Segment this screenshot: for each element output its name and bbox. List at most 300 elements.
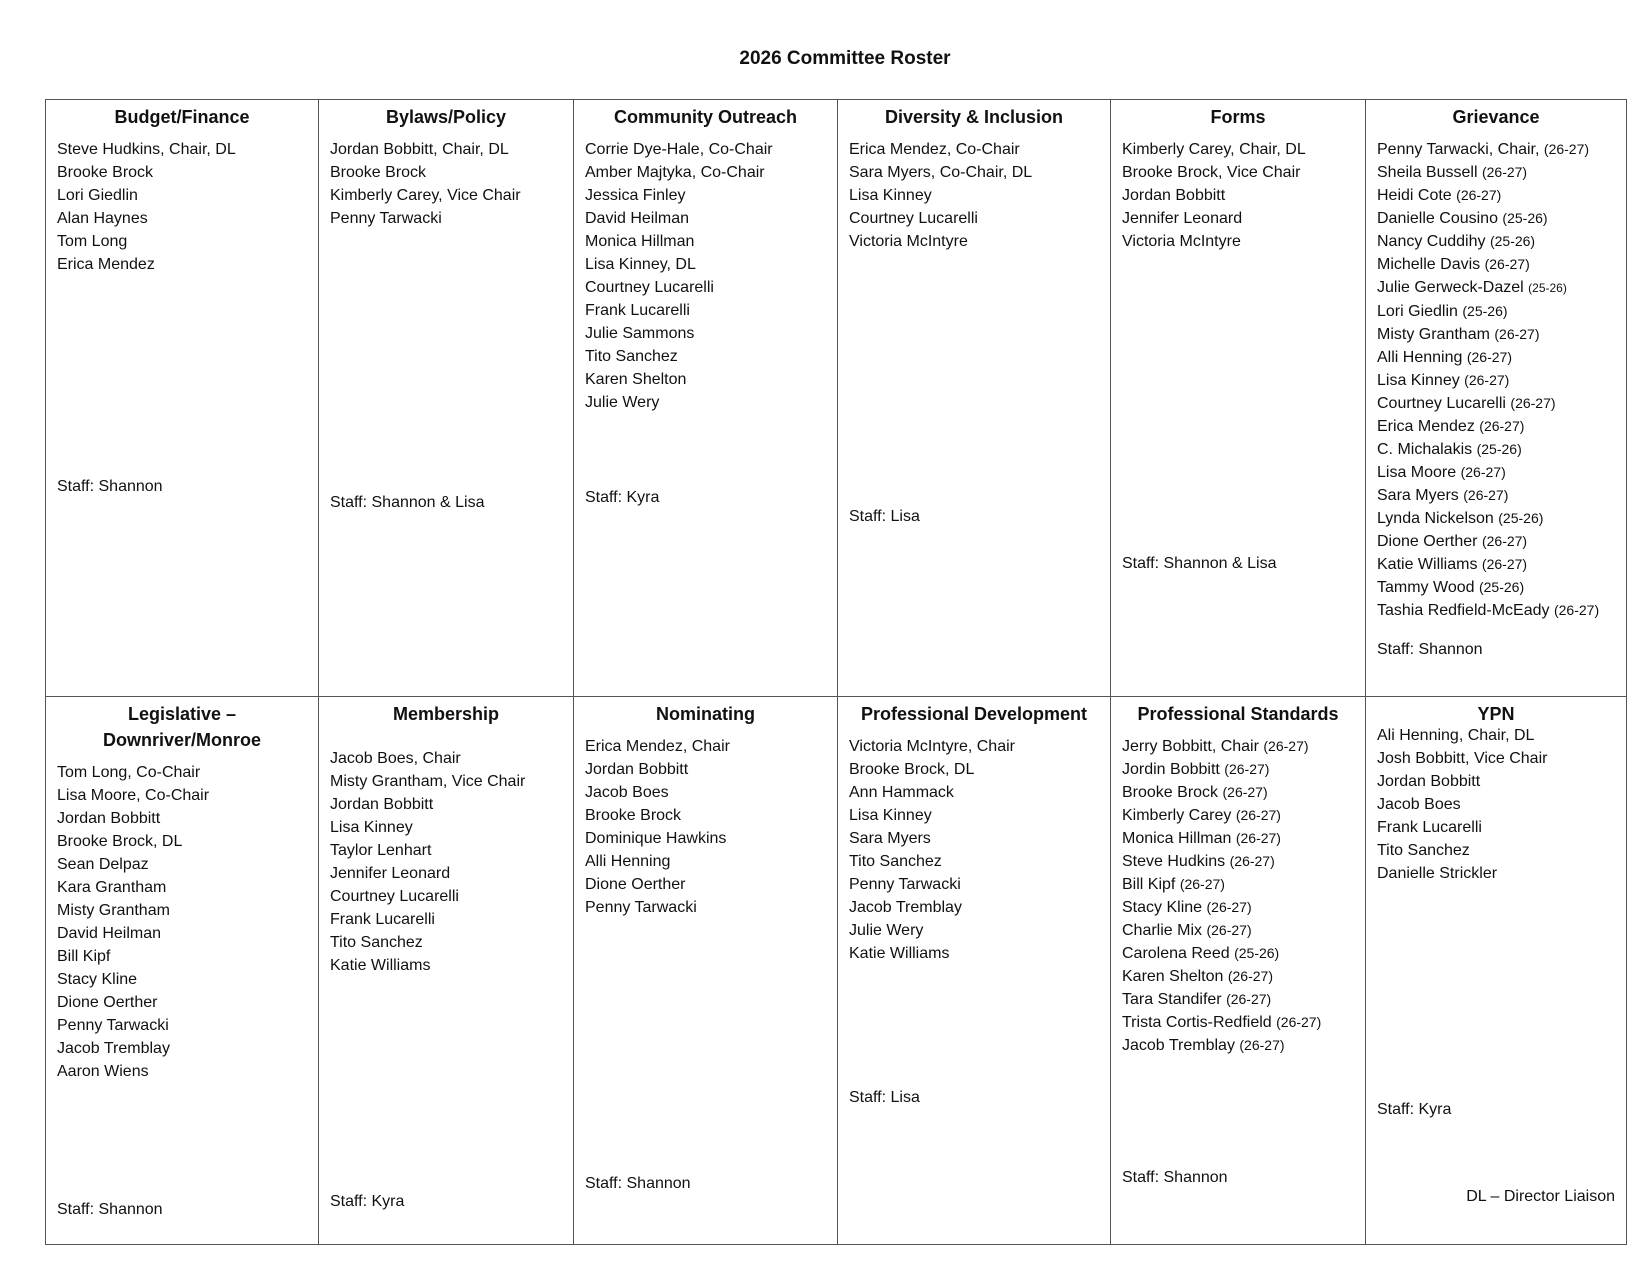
member-item (1377, 184, 1599, 207)
member-name: Jacob Boes (585, 784, 669, 801)
member-list (1122, 735, 1321, 1057)
member-name: Jacob Tremblay (849, 899, 962, 916)
member-name: Penny Tarwacki (849, 876, 961, 893)
member-item (1377, 461, 1599, 484)
term-years: (26-27) (1460, 464, 1506, 480)
member-name: Tammy Wood (1377, 579, 1475, 596)
member-name: Lisa Kinney, DL (585, 256, 696, 273)
member-item (1377, 862, 1547, 885)
member-name: Michelle Davis (1377, 256, 1481, 273)
member-list (849, 138, 1032, 253)
staff-label: Staff: Shannon (585, 1175, 691, 1192)
director-liaison-footnote: DL – Director Liaison (1466, 1188, 1615, 1205)
member-item (330, 138, 521, 161)
member-name: Lisa Kinney (330, 819, 413, 836)
member-name: Carolena Reed (1122, 945, 1230, 962)
member-name: Tito Sanchez (330, 934, 423, 951)
member-name: Dione Oerther (1377, 533, 1478, 550)
member-name: Brooke Brock, Vice Chair (1122, 164, 1301, 181)
member-item (585, 758, 730, 781)
committee-cell (319, 100, 574, 697)
member-item (57, 253, 236, 276)
term-years: (25-26) (1528, 281, 1567, 295)
member-name: Victoria McIntyre, Chair (849, 738, 1015, 755)
member-name: Sara Myers (1377, 487, 1459, 504)
term-years: (26-27) (1227, 968, 1273, 984)
member-item (1377, 553, 1599, 576)
committee-roster-table (45, 99, 1627, 1245)
staff-label: Staff: Shannon (57, 1201, 163, 1218)
member-name: Erica Mendez, Chair (585, 738, 730, 755)
committee-name: Nominating (656, 704, 755, 724)
member-name: David Heilman (585, 210, 690, 227)
member-item (1377, 369, 1599, 392)
term-years: (26-27) (1481, 164, 1528, 180)
staff-label: Staff: Shannon & Lisa (330, 494, 485, 511)
member-list (330, 138, 521, 230)
member-item (57, 876, 209, 899)
committee-cell (1366, 100, 1626, 697)
member-item (330, 885, 525, 908)
member-item (1122, 161, 1306, 184)
term-years: (25-26) (1462, 303, 1508, 319)
member-name: Katie Williams (1377, 556, 1478, 573)
member-name: Trista Cortis-Redfield (1122, 1014, 1272, 1031)
member-name: Dominique Hawkins (585, 830, 727, 847)
term-years: (26-27) (1466, 349, 1512, 365)
member-list (849, 735, 1015, 965)
member-name: Kara Grantham (57, 879, 167, 896)
member-name: Jordan Bobbitt (57, 810, 161, 827)
member-item (1377, 138, 1599, 161)
committee-name: Forms (1210, 107, 1266, 127)
member-item (330, 184, 521, 207)
member-item (1122, 919, 1321, 942)
member-name: Jacob Boes (1377, 796, 1461, 813)
member-name: Karen Shelton (1122, 968, 1224, 985)
member-item (1122, 827, 1321, 850)
member-item (330, 839, 525, 862)
member-name: Victoria McIntyre (1122, 233, 1241, 250)
member-item (1122, 1034, 1321, 1057)
member-list (585, 735, 730, 919)
member-name: Courtney Lucarelli (330, 888, 459, 905)
member-item (849, 758, 1015, 781)
member-item (1377, 253, 1599, 276)
member-item (1377, 230, 1599, 253)
term-years: (26-27) (1179, 876, 1225, 892)
member-item (1377, 438, 1599, 461)
member-item (1377, 839, 1547, 862)
member-name: Jacob Boes, Chair (330, 750, 461, 767)
member-item (1377, 599, 1599, 622)
member-name: Danielle Cousino (1377, 210, 1498, 227)
member-name: Brooke Brock, DL (57, 833, 183, 850)
member-name: Katie Williams (849, 945, 950, 962)
staff-label: Staff: Lisa (849, 1089, 920, 1106)
member-item (585, 230, 773, 253)
member-item (330, 954, 525, 977)
page-title: 2026 Committee Roster (739, 48, 951, 69)
member-name: Jerry Bobbitt, Chair (1122, 738, 1259, 755)
member-name: Brooke Brock (1122, 784, 1219, 801)
member-item (1122, 758, 1321, 781)
member-item (57, 230, 236, 253)
member-item (849, 138, 1032, 161)
member-name: Kimberly Carey, Vice Chair (330, 187, 521, 204)
member-name: Jordan Bobbitt (585, 761, 689, 778)
member-name: Karen Shelton (585, 371, 687, 388)
member-name: Sara Myers, Co-Chair, DL (849, 164, 1033, 181)
term-years: (25-26) (1476, 441, 1522, 457)
member-name: Julie Wery (585, 394, 660, 411)
member-name: Julie Gerweck-Dazel (1377, 279, 1524, 296)
member-name: Alli Henning (585, 853, 671, 870)
member-name: Tito Sanchez (849, 853, 942, 870)
committee-name: Membership (392, 704, 500, 724)
member-item (585, 207, 773, 230)
committee-name: Professional Development (860, 704, 1088, 724)
member-item (585, 804, 730, 827)
member-name: Julie Wery (849, 922, 924, 939)
member-name: Alli Henning (1377, 349, 1463, 366)
member-item (57, 853, 209, 876)
staff-label: Staff: Lisa (849, 508, 920, 525)
member-name: Lisa Moore (1377, 464, 1457, 481)
member-item (1122, 850, 1321, 873)
member-item (1377, 816, 1547, 839)
member-item (849, 896, 1015, 919)
member-item (57, 807, 209, 830)
member-item (585, 827, 730, 850)
term-years: (26-27) (1553, 602, 1600, 618)
member-item (1377, 300, 1599, 323)
term-years: (26-27) (1463, 487, 1509, 503)
member-item (849, 735, 1015, 758)
member-name: Lynda Nickelson (1377, 510, 1494, 527)
member-item (57, 991, 209, 1014)
term-years: (26-27) (1206, 899, 1252, 915)
member-item (1377, 346, 1599, 369)
member-item (57, 1060, 209, 1083)
member-item (330, 908, 525, 931)
committee-cell (46, 100, 319, 697)
member-item (1122, 804, 1321, 827)
committee-name: Legislative – Downriver/Monroe (102, 704, 262, 750)
member-item (585, 735, 730, 758)
member-name: Penny Tarwacki (57, 1017, 169, 1034)
member-name: Tom Long (57, 233, 128, 250)
member-name: Kimberly Carey, Chair, DL (1122, 141, 1306, 158)
member-item (1122, 735, 1321, 758)
member-name: Lisa Moore, Co-Chair (57, 787, 210, 804)
member-item (585, 345, 773, 368)
member-item (1377, 770, 1547, 793)
member-name: Stacy Kline (1122, 899, 1203, 916)
member-name: Jennifer Leonard (1122, 210, 1243, 227)
committee-cell (46, 697, 319, 1244)
member-name: Jordan Bobbitt, Chair, DL (330, 141, 509, 158)
member-item (57, 184, 236, 207)
term-years: (26-27) (1510, 395, 1556, 411)
staff-label: Staff: Shannon (1377, 641, 1483, 658)
term-years: (25-26) (1498, 510, 1544, 526)
member-item (1122, 230, 1306, 253)
member-name: Ann Hammack (849, 784, 954, 801)
member-name: Erica Mendez (57, 256, 155, 273)
member-name: Katie Williams (330, 957, 431, 974)
term-years: (26-27) (1222, 784, 1268, 800)
term-years: (26-27) (1494, 326, 1540, 342)
member-item (1377, 530, 1599, 553)
committee-cell (1111, 100, 1366, 697)
member-name: Tito Sanchez (585, 348, 678, 365)
term-years: (26-27) (1456, 187, 1502, 203)
member-name: Frank Lucarelli (585, 302, 690, 319)
member-name: C. Michalakis (1377, 441, 1473, 458)
member-name: Jacob Tremblay (57, 1040, 170, 1057)
member-item (57, 161, 236, 184)
member-name: Julie Sammons (585, 325, 695, 342)
member-name: Penny Tarwacki (330, 210, 442, 227)
term-years: (26-27) (1235, 807, 1281, 823)
member-name: Lori Giedlin (1377, 303, 1458, 320)
member-name: Misty Grantham, Vice Chair (330, 773, 526, 790)
member-name: Nancy Cuddihy (1377, 233, 1486, 250)
member-item (849, 850, 1015, 873)
term-years: (26-27) (1481, 556, 1528, 572)
member-name: Frank Lucarelli (330, 911, 435, 928)
member-item (1377, 392, 1599, 415)
member-list (57, 761, 209, 1083)
member-item (1377, 276, 1599, 300)
member-item (1377, 415, 1599, 438)
term-years: (26-27) (1481, 533, 1528, 549)
member-name: Courtney Lucarelli (1377, 395, 1506, 412)
member-name: Jordan Bobbitt (1122, 187, 1226, 204)
member-item (585, 873, 730, 896)
member-list (57, 138, 236, 276)
member-name: Brooke Brock (330, 164, 427, 181)
term-years: (25-26) (1478, 579, 1525, 595)
member-name: Lisa Kinney (849, 807, 932, 824)
member-name: Courtney Lucarelli (585, 279, 714, 296)
member-item (1122, 781, 1321, 804)
term-years: (26-27) (1235, 830, 1281, 846)
member-name: Danielle Strickler (1377, 865, 1498, 882)
member-item (330, 207, 521, 230)
member-item (57, 784, 209, 807)
member-item (1122, 184, 1306, 207)
committee-cell (1111, 697, 1366, 1244)
member-name: Brooke Brock, DL (849, 761, 975, 778)
committee-name: Grievance (1452, 107, 1540, 127)
member-item (330, 161, 521, 184)
member-name: Erica Mendez, Co-Chair (849, 141, 1020, 158)
member-item (57, 138, 236, 161)
term-years: (26-27) (1276, 1014, 1322, 1030)
member-item (585, 299, 773, 322)
member-name: Jordan Bobbitt (1377, 773, 1481, 790)
member-item (1122, 988, 1321, 1011)
member-name: Steve Hudkins (1122, 853, 1226, 870)
term-years: (26-27) (1239, 1037, 1285, 1053)
member-name: Lisa Kinney (849, 187, 932, 204)
member-name: Monica Hillman (1122, 830, 1232, 847)
member-item (849, 230, 1032, 253)
member-list (1377, 724, 1547, 885)
member-item (585, 276, 773, 299)
member-item (585, 850, 730, 873)
member-item (1122, 207, 1306, 230)
member-name: Dione Oerther (585, 876, 686, 893)
member-item (849, 919, 1015, 942)
member-name: Sean Delpaz (57, 856, 149, 873)
member-item (849, 781, 1015, 804)
term-years: (25-26) (1489, 233, 1536, 249)
member-name: Ali Henning, Chair, DL (1377, 727, 1535, 744)
member-item (1377, 484, 1599, 507)
member-item (849, 942, 1015, 965)
member-name: Jennifer Leonard (330, 865, 451, 882)
term-years: (26-27) (1479, 418, 1525, 434)
member-name: Lori Giedlin (57, 187, 138, 204)
committee-name: Professional Standards (1137, 704, 1339, 724)
member-name: Misty Grantham (57, 902, 170, 919)
member-name: Heidi Cote (1377, 187, 1452, 204)
staff-label: Staff: Shannon (1122, 1169, 1228, 1186)
term-years: (25-26) (1234, 945, 1280, 961)
term-years: (26-27) (1206, 922, 1252, 938)
member-name: Erica Mendez (1377, 418, 1475, 435)
committee-name: Bylaws/Policy (385, 107, 507, 127)
member-item (1377, 724, 1547, 747)
member-name: Jessica Finley (585, 187, 686, 204)
member-name: Tashia Redfield-McEady (1377, 602, 1550, 619)
member-item (1377, 507, 1599, 530)
member-name: Misty Grantham (1377, 326, 1490, 343)
term-years: (26-27) (1224, 761, 1270, 777)
member-item (1122, 942, 1321, 965)
member-item (1377, 793, 1547, 816)
member-name: Brooke Brock (585, 807, 682, 824)
member-name: Taylor Lenhart (330, 842, 432, 859)
member-item (330, 770, 525, 793)
committee-cell (1366, 697, 1626, 1244)
member-name: Kimberly Carey (1122, 807, 1232, 824)
member-item (57, 761, 209, 784)
term-years: (26-27) (1484, 256, 1530, 272)
member-name: David Heilman (57, 925, 162, 942)
member-list (1377, 138, 1599, 622)
member-name: Penny Tarwacki, Chair, (1377, 141, 1540, 158)
member-item (1122, 896, 1321, 919)
staff-label: Staff: Shannon & Lisa (1122, 555, 1277, 572)
member-item (57, 968, 209, 991)
member-item (849, 804, 1015, 827)
committee-name: Community Outreach (613, 107, 798, 127)
member-name: Aaron Wiens (57, 1063, 149, 1080)
member-name: Monica Hillman (585, 233, 695, 250)
member-item (849, 207, 1032, 230)
member-item (585, 322, 773, 345)
term-years: (26-27) (1543, 141, 1590, 157)
member-list (585, 138, 773, 414)
member-item (849, 184, 1032, 207)
member-item (585, 391, 773, 414)
member-item (330, 931, 525, 954)
member-name: Lisa Kinney (1377, 372, 1460, 389)
member-name: Stacy Kline (57, 971, 138, 988)
term-years: (25-26) (1502, 210, 1548, 226)
committee-cell (838, 100, 1111, 697)
member-item (585, 781, 730, 804)
member-item (57, 830, 209, 853)
member-name: Tara Standifer (1122, 991, 1222, 1008)
staff-label: Staff: Shannon (57, 478, 163, 495)
member-item (585, 253, 773, 276)
member-list (1122, 138, 1306, 253)
member-name: Tom Long, Co-Chair (57, 764, 201, 781)
member-item (57, 922, 209, 945)
member-item (1122, 138, 1306, 161)
member-item (330, 816, 525, 839)
member-name: Victoria McIntyre (849, 233, 968, 250)
member-name: Bill Kipf (1122, 876, 1176, 893)
member-name: Brooke Brock (57, 164, 154, 181)
member-name: Amber Majtyka, Co-Chair (585, 164, 765, 181)
term-years: (26-27) (1229, 853, 1275, 869)
member-item (57, 899, 209, 922)
member-list (330, 747, 525, 977)
member-item (585, 184, 773, 207)
member-item (1377, 323, 1599, 346)
committee-cell (319, 697, 574, 1244)
committee-cell (574, 100, 838, 697)
member-item (57, 207, 236, 230)
member-name: Sara Myers (849, 830, 931, 847)
member-name: Courtney Lucarelli (849, 210, 978, 227)
member-name: Josh Bobbitt, Vice Chair (1377, 750, 1548, 767)
member-name: Sheila Bussell (1377, 164, 1478, 181)
staff-label: Staff: Kyra (330, 1193, 405, 1210)
member-name: Penny Tarwacki (585, 899, 697, 916)
member-name: Bill Kipf (57, 948, 111, 965)
member-item (57, 1037, 209, 1060)
member-name: Dione Oerther (57, 994, 158, 1011)
member-item (585, 896, 730, 919)
staff-label: Staff: Kyra (1377, 1101, 1452, 1118)
term-years: (26-27) (1226, 991, 1272, 1007)
staff-label: Staff: Kyra (585, 489, 660, 506)
member-name: Jordan Bobbitt (330, 796, 434, 813)
member-item (57, 945, 209, 968)
member-item (1377, 576, 1599, 599)
member-item (1122, 965, 1321, 988)
member-item (1122, 1011, 1321, 1034)
member-item (1122, 873, 1321, 896)
committee-name: Diversity & Inclusion (884, 107, 1064, 127)
term-years: (26-27) (1263, 738, 1309, 754)
member-item (330, 793, 525, 816)
member-item (849, 827, 1015, 850)
committee-name: YPN (1477, 704, 1515, 724)
committee-name: Budget/Finance (114, 107, 250, 127)
member-item (1377, 747, 1547, 770)
member-item (585, 161, 773, 184)
term-years: (26-27) (1464, 372, 1510, 388)
member-name: Tito Sanchez (1377, 842, 1470, 859)
